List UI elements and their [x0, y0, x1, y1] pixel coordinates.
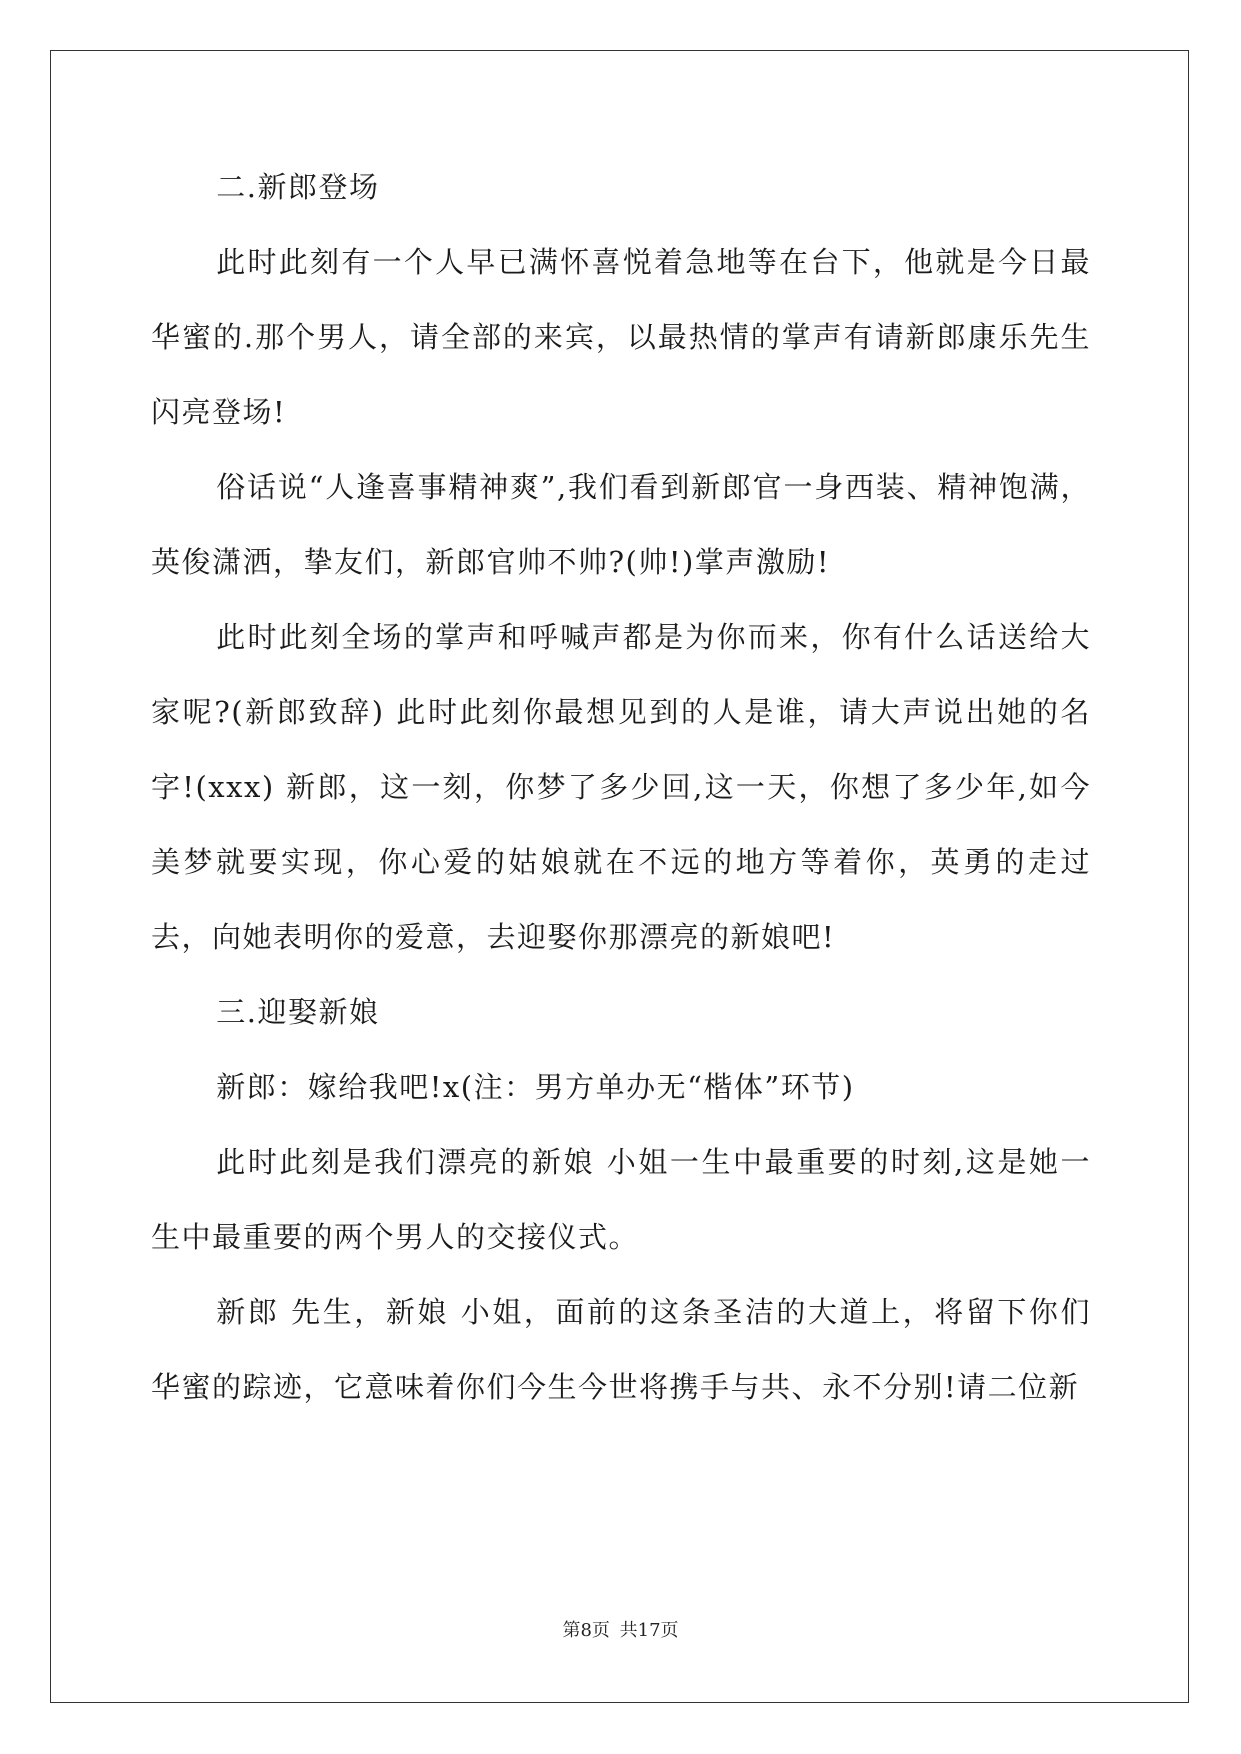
- total-pages: 共17页: [619, 1620, 679, 1641]
- paragraph: 新郎：嫁给我吧!x(注：男方单办无“楷体”环节): [216, 1070, 855, 1104]
- section-heading-welcome-bride: 三.迎娶新娘: [216, 995, 380, 1029]
- page-footer: [0, 1616, 1241, 1642]
- paragraph: 此时此刻是我们漂亮的新娘 小姐一生中最重要的时刻,这是她一生中最重要的两个男人的交接仪式。: [151, 1145, 1091, 1254]
- paragraph: 俗话说“人逢喜事精神爽”,我们看到新郎官一身西装、精神饱满，英俊潇洒，挚友们，新郎官帅不帅?(帅!)掌声激励!: [151, 470, 1091, 579]
- paragraph: 此时此刻有一个人早已满怀喜悦着急地等在台下，他就是今日最华蜜的.那个男人，请全部的来宾，以最热情的掌声有请新郎康乐先生闪亮登场!: [151, 245, 1091, 429]
- paragraph: 新郎 先生，新娘 小姐，面前的这条圣洁的大道上，将留下你们华蜜的踪迹，它意味着你们今生今世将携手与共、永不分别!请二位新: [151, 1295, 1091, 1404]
- section-heading-groom-entrance: 二.新郎登场: [216, 170, 380, 204]
- page-number: 第8页: [562, 1620, 610, 1641]
- paragraph: 此时此刻全场的掌声和呼喊声都是为你而来，你有什么话送给大家呢?(新郎致辞) 此时此刻你最想见到的人是谁，请大声说出她的名字!(xxx) 新郎，这一刻，你梦了多少回,这一天，你想了多少年,如今美梦就要实现，你心爱的姑娘就在不远的地方等着你，英勇的走过去，向她表明你的爱意，去迎娶你那漂亮的新娘吧!: [151, 620, 1091, 954]
- document-body: [151, 150, 1091, 1425]
